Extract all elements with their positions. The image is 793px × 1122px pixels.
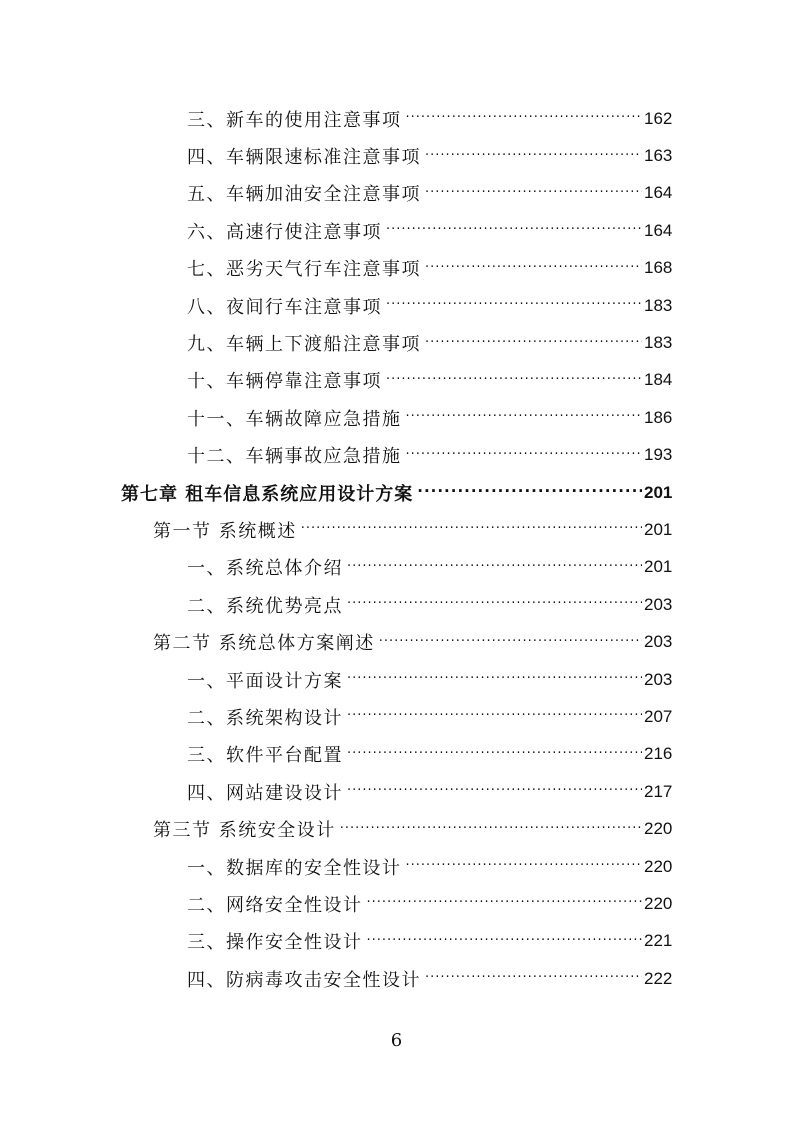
- toc-entry-page-number: 168: [644, 258, 673, 278]
- toc-entry-item[interactable]: [0, 287, 793, 324]
- toc-entry-page-number: 221: [644, 931, 673, 951]
- toc-entry-title: 四、防病毒攻击安全性设计: [187, 969, 421, 991]
- toc-entry-page-number: 201: [644, 557, 673, 577]
- dot-leader: [347, 672, 642, 685]
- toc-entry-item[interactable]: [0, 250, 793, 287]
- toc-entry-item[interactable]: [0, 549, 793, 586]
- toc-entry-item[interactable]: [0, 399, 793, 436]
- dot-leader: [347, 747, 642, 760]
- table-of-contents: [0, 100, 793, 997]
- dot-leader: [347, 560, 642, 573]
- toc-entry-title: 七、恶劣天气行车注意事项: [187, 259, 421, 281]
- toc-entry-page-number: 164: [644, 183, 673, 203]
- toc-entry-page-number: 193: [644, 445, 673, 465]
- dot-leader: [347, 784, 642, 797]
- toc-entry-page-number: 201: [644, 482, 673, 502]
- toc-entry-title: 二、系统架构设计: [187, 707, 343, 729]
- toc-entry-item[interactable]: [0, 362, 793, 399]
- dot-leader: [367, 896, 643, 909]
- toc-entry-title: 第七章 租车信息系统应用设计方案: [121, 483, 414, 505]
- toc-entry-item[interactable]: [0, 324, 793, 361]
- toc-entry-title: 十一、车辆故障应急措施: [187, 408, 402, 430]
- toc-entry-page-number: 220: [644, 893, 673, 913]
- dot-leader: [386, 298, 642, 311]
- toc-entry-page-number: 162: [644, 108, 673, 128]
- toc-entry-page-number: 203: [644, 632, 673, 652]
- toc-entry-page-number: 203: [644, 594, 673, 614]
- toc-entry-page-number: 222: [644, 968, 673, 988]
- toc-entry-section[interactable]: [0, 810, 793, 847]
- toc-entry-item[interactable]: [0, 137, 793, 174]
- toc-entry-title: 四、车辆限速标准注意事项: [187, 147, 421, 169]
- dot-leader: [367, 934, 643, 947]
- toc-entry-title: 十、车辆停靠注意事项: [187, 371, 382, 393]
- toc-entry-page-number: 183: [644, 333, 673, 353]
- dot-leader: [347, 709, 642, 722]
- toc-entry-title: 二、系统优势亮点: [187, 595, 343, 617]
- toc-entry-title: 五、车辆加油安全注意事项: [187, 184, 421, 206]
- toc-entry-title: 一、平面设计方案: [187, 670, 343, 692]
- toc-entry-item[interactable]: [0, 175, 793, 212]
- dot-leader: [406, 111, 643, 124]
- toc-entry-page-number: 163: [644, 146, 673, 166]
- toc-entry-page-number: 217: [644, 781, 673, 801]
- toc-entry-title: 六、高速行使注意事项: [187, 221, 382, 243]
- toc-entry-page-number: 184: [644, 370, 673, 390]
- dot-leader: [425, 186, 642, 199]
- dot-leader: [425, 261, 642, 274]
- toc-entry-title: 九、车辆上下渡船注意事项: [187, 334, 421, 356]
- dot-leader: [386, 373, 642, 386]
- toc-entry-title: 第二节 系统总体方案阐述: [153, 633, 375, 655]
- toc-entry-section[interactable]: [0, 511, 793, 548]
- toc-entry-page-number: 164: [644, 220, 673, 240]
- dot-leader: [406, 448, 643, 461]
- dot-leader: [425, 971, 642, 984]
- toc-entry-item[interactable]: [0, 885, 793, 922]
- toc-entry-item[interactable]: [0, 848, 793, 885]
- toc-entry-item[interactable]: [0, 100, 793, 137]
- toc-entry-item[interactable]: [0, 212, 793, 249]
- dot-leader: [386, 223, 642, 236]
- toc-entry-item[interactable]: [0, 923, 793, 960]
- toc-entry-page-number: 203: [644, 669, 673, 689]
- toc-entry-title: 第一节 系统概述: [153, 520, 297, 542]
- toc-entry-title: 一、系统总体介绍: [187, 558, 343, 580]
- toc-entry-item[interactable]: [0, 736, 793, 773]
- dot-leader: [347, 597, 642, 610]
- dot-leader: [340, 822, 642, 835]
- toc-entry-item[interactable]: [0, 698, 793, 735]
- toc-entry-section[interactable]: [0, 623, 793, 660]
- toc-entry-title: 一、数据库的安全性设计: [187, 857, 402, 879]
- toc-entry-item[interactable]: [0, 773, 793, 810]
- toc-entry-item[interactable]: [0, 437, 793, 474]
- toc-entry-title: 三、新车的使用注意事项: [187, 109, 402, 131]
- toc-entry-title: 四、网站建设设计: [187, 782, 343, 804]
- toc-entry-title: 十二、车辆事故应急措施: [187, 446, 402, 468]
- toc-entry-title: 二、网络安全性设计: [187, 894, 363, 916]
- dot-leader: [425, 149, 642, 162]
- dot-leader: [301, 522, 642, 535]
- toc-entry-title: 第三节 系统安全设计: [153, 820, 336, 842]
- dot-leader: [406, 410, 643, 423]
- toc-entry-item[interactable]: [0, 586, 793, 623]
- dot-leader: [425, 336, 642, 349]
- toc-entry-chapter[interactable]: [0, 474, 793, 511]
- dot-leader: [417, 484, 642, 499]
- toc-entry-page-number: 207: [644, 706, 673, 726]
- toc-entry-page-number: 201: [644, 519, 673, 539]
- toc-entry-page-number: 216: [644, 744, 673, 764]
- toc-entry-item[interactable]: [0, 960, 793, 997]
- toc-entry-title: 八、夜间行车注意事项: [187, 296, 382, 318]
- toc-entry-page-number: 186: [644, 407, 673, 427]
- toc-entry-page-number: 220: [644, 819, 673, 839]
- toc-entry-item[interactable]: [0, 661, 793, 698]
- dot-leader: [379, 635, 642, 648]
- page-number: 6: [390, 1030, 403, 1051]
- toc-entry-title: 三、软件平台配置: [187, 745, 343, 767]
- toc-entry-page-number: 183: [644, 295, 673, 315]
- dot-leader: [406, 859, 643, 872]
- toc-entry-page-number: 220: [644, 856, 673, 876]
- toc-entry-title: 三、操作安全性设计: [187, 932, 363, 954]
